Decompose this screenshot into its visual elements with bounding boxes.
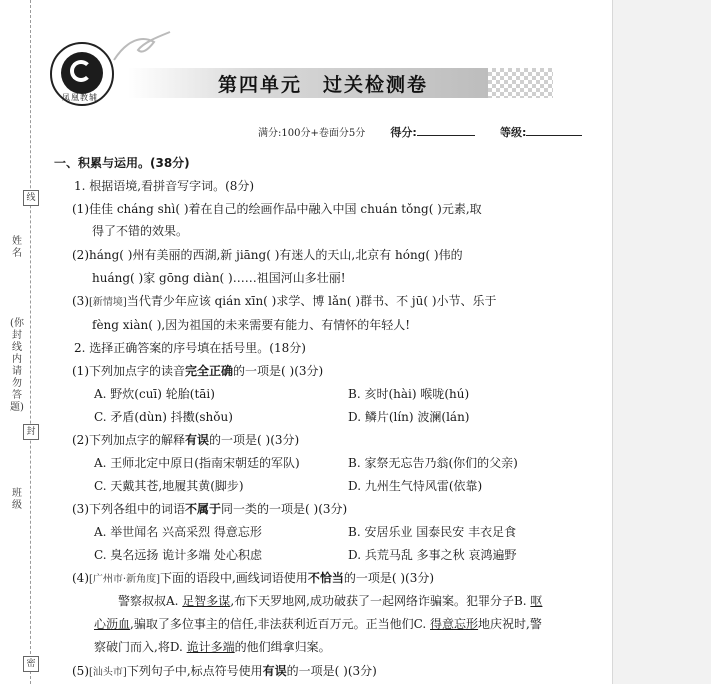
q2-s4-p2a: ,骗取了多位事主的信任,非法获利近百万元。正当他们C. bbox=[130, 617, 431, 631]
q2-s2-option-d: D. 九州生气恃风雷(依靠) bbox=[348, 479, 483, 493]
score-line bbox=[258, 124, 582, 140]
q2-s4-emph: 不恰当 bbox=[307, 571, 344, 585]
q2-s4-pre: 下面的语段中,画线词语使用 bbox=[159, 571, 308, 585]
q2-s2-option-b: B. 家祭无忘告乃翁(你们的父亲) bbox=[348, 456, 518, 470]
ribbon-decoration-icon bbox=[112, 30, 172, 64]
q2-s4-p1b: ,布下天罗地网,成功破获了一起网络诈骗案。犯罪分子B. bbox=[230, 594, 531, 608]
q2-s5-stem: (5)[汕头市]下列句子中,标点符号使用有误的一项是( )(3分) bbox=[72, 664, 377, 678]
q2-s1-option-d: D. 鳞片(lín) 波澜(lán) bbox=[348, 410, 470, 424]
q2-s2-emph: 有误 bbox=[185, 433, 210, 447]
q1-line2b: huáng( )家 gōng diàn( )……祖国河山多壮丽! bbox=[92, 271, 346, 285]
score-label: 得分: bbox=[390, 126, 417, 139]
score-blank[interactable] bbox=[417, 124, 475, 136]
margin-warning-text: (你封线内请勿答题) bbox=[10, 318, 24, 413]
q2-s4-tag: [广州市·新角度] bbox=[89, 574, 160, 585]
q2-s3-option-c: C. 臭名远扬 诡计多端 处心积虑 bbox=[94, 548, 263, 562]
q2-s4-p3a: 察破门而入,将D. bbox=[94, 640, 187, 654]
page-title: 第四单元 过关检测卷 bbox=[218, 74, 429, 96]
margin-box-secret: 密 bbox=[23, 656, 39, 672]
grade-label: 等级: bbox=[499, 126, 527, 139]
q2-s4-p1a: 警察叔叔A. bbox=[118, 594, 183, 608]
q2-s5-post: 的一项是( )(3分) bbox=[286, 664, 377, 678]
q2-s2-option-a: A. 王师北定中原日(指南宋朝廷的军队) bbox=[94, 456, 300, 470]
full-score: 满分:100分+卷面分5分 bbox=[258, 128, 366, 139]
q2-stem: 2. 选择正确答案的序号填在括号里。(18分) bbox=[74, 341, 306, 355]
q2-s3-post: 同一类的一项是( )(3分) bbox=[221, 502, 348, 516]
q1-line3-tag: [新情境] bbox=[89, 297, 127, 308]
q2-s4-underline-a: 足智多谋 bbox=[182, 594, 231, 608]
q2-s4-post: 的一项是( )(3分) bbox=[343, 571, 435, 585]
margin-box-line: 线 bbox=[23, 190, 39, 206]
margin-label-name: 姓名 bbox=[12, 236, 22, 259]
q2-s4-passage-line3 bbox=[94, 638, 331, 655]
q2-s5-emph: 有误 bbox=[262, 664, 287, 678]
q2-s4-p3b: 的他们缉拿归案。 bbox=[234, 640, 331, 654]
q2-s1-post: 的一项是( )(3分) bbox=[233, 364, 324, 378]
section-heading: 一、积累与运用。(38分) bbox=[54, 156, 190, 170]
q2-s2-option-c: C. 天戴其苍,地履其黄(脚步) bbox=[94, 479, 244, 493]
margin-label-class: 班级 bbox=[12, 488, 22, 511]
q2-s3-emph: 不属于 bbox=[185, 502, 222, 516]
q2-s2-pre: (2)下列加点字的解释 bbox=[72, 433, 185, 447]
q2-s4-passage-line1 bbox=[118, 592, 542, 609]
q2-s2-post: 的一项是( )(3分) bbox=[209, 433, 300, 447]
q2-s5-tag: [汕头市] bbox=[89, 667, 127, 678]
q2-s4-underline-b1: 呕 bbox=[530, 594, 543, 608]
q1-line2: (2)háng( )州有美丽的西湖,新 jiāng( )有迷人的天山,北京有 hóng( )伟的 bbox=[72, 248, 463, 262]
q1-line3-text: 当代青少年应该 qián xīn( )求学、博 lǎn( )群书、不 jū( )小节、乐于 bbox=[126, 294, 497, 308]
title-banner bbox=[128, 68, 553, 98]
q2-s1-pre: (1)下列加点字的读音 bbox=[72, 364, 185, 378]
q2-s3-option-a: A. 举世闻名 兴高采烈 得意忘形 bbox=[94, 525, 262, 539]
q2-s4-underline-c: 得意忘形 bbox=[430, 617, 479, 631]
grade-blank[interactable] bbox=[526, 124, 582, 136]
q2-s4-underline-d: 诡计多端 bbox=[186, 640, 235, 654]
q1-line3: (3)[新情境]当代青少年应该 qián xīn( )求学、博 lǎn( )群书、不 jū( )小节、乐于 bbox=[72, 294, 497, 308]
q2-s2-stem bbox=[72, 431, 299, 448]
q2-s1-option-b: B. 亥时(hài) 喉咙(hú) bbox=[348, 387, 470, 401]
q1-line3b: fèng xiàn( ),因为祖国的未来需要有能力、有情怀的年轻人! bbox=[92, 318, 411, 332]
logo-text: 凤凰教辅 bbox=[62, 93, 98, 102]
banner-checker-pattern bbox=[488, 68, 553, 98]
q2-s1-option-a: A. 野炊(cuī) 轮胎(tāi) bbox=[94, 387, 215, 401]
logo-swirl-icon bbox=[70, 60, 92, 82]
q2-s1-option-c: C. 矛盾(dùn) 抖擞(shǒu) bbox=[94, 410, 233, 424]
q1-stem: 1. 根据语境,看拼音写字词。(8分) bbox=[74, 179, 255, 193]
q2-s4-underline-b2: 心沥血 bbox=[94, 617, 131, 631]
q2-s1-emph: 完全正确 bbox=[185, 364, 234, 378]
q2-s1-stem bbox=[72, 362, 323, 379]
q2-s4-passage-line2 bbox=[94, 615, 542, 632]
q2-s4-stem: (4)[广州市·新角度]下面的语段中,画线词语使用不恰当的一项是( )(3分) bbox=[72, 571, 435, 585]
q2-s3-stem bbox=[72, 500, 347, 517]
q1-line1b: 得了不错的效果。 bbox=[92, 224, 189, 238]
q2-s3-option-b: B. 安居乐业 国泰民安 丰衣足食 bbox=[348, 525, 517, 539]
q2-s4-p2b: 地庆祝时,警 bbox=[478, 617, 542, 631]
q1-line1: (1)佳佳 cháng shì( )着在自己的绘画作品中融入中国 chuán tǒng( )元素,取 bbox=[72, 202, 482, 216]
viewer-background bbox=[612, 0, 711, 684]
binding-dashed-line bbox=[30, 0, 31, 684]
q2-s5-pre: 下列句子中,标点符号使用 bbox=[126, 664, 263, 678]
margin-box-seal: 封 bbox=[23, 424, 39, 440]
q2-s3-option-d: D. 兵荒马乱 多事之秋 哀鸿遍野 bbox=[348, 548, 517, 562]
q2-s3-pre: (3)下列各组中的词语 bbox=[72, 502, 185, 516]
